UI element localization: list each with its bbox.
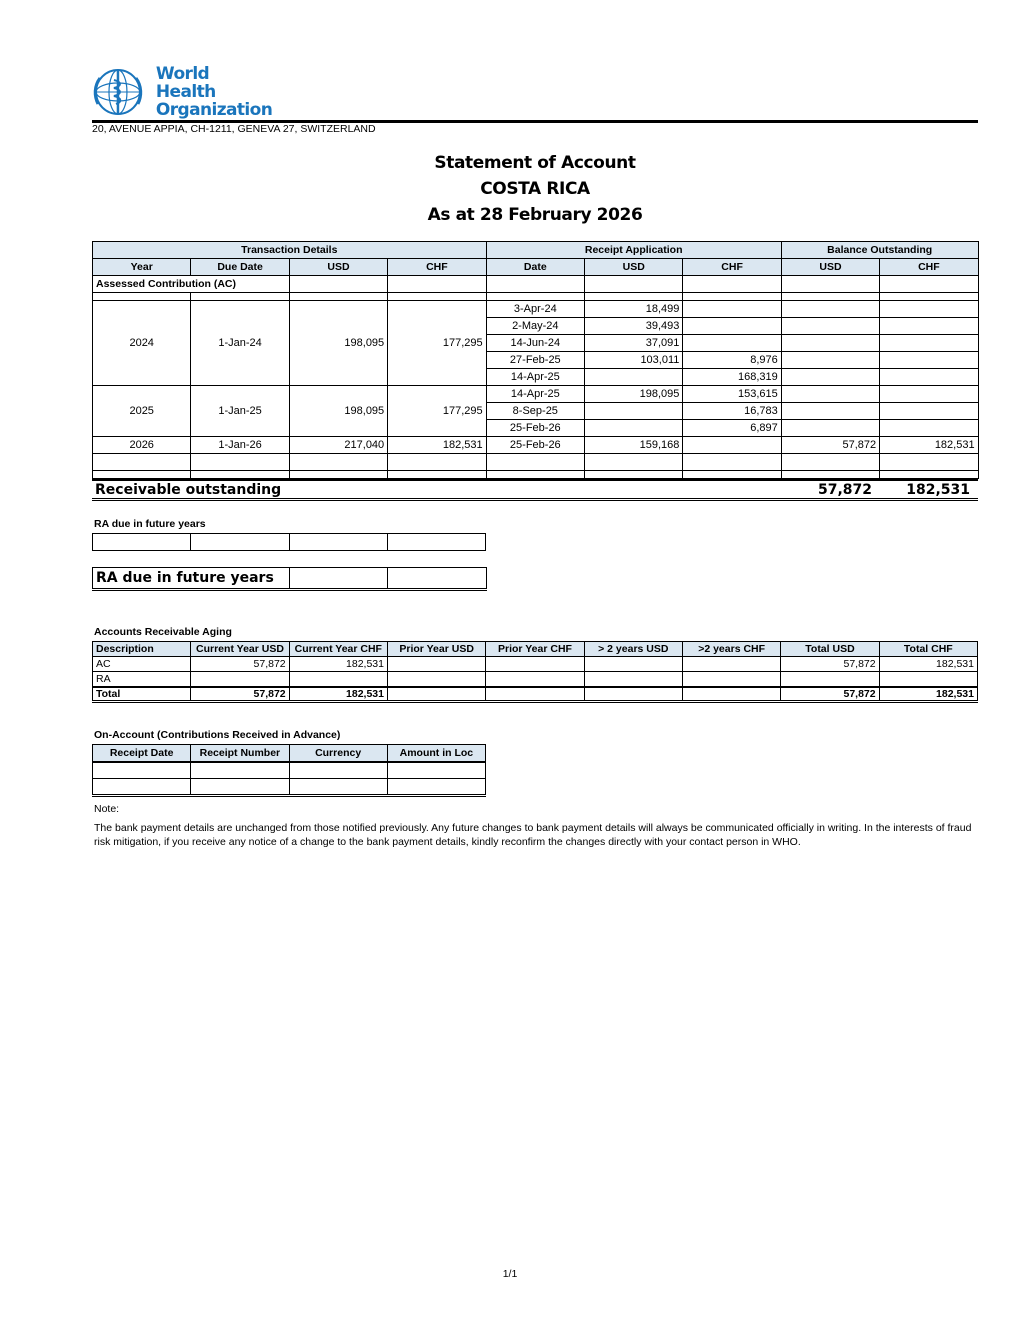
- aging-col-total-chf: Total CHF: [879, 642, 977, 657]
- aging-cell: 57,872: [191, 657, 289, 672]
- receipt-chf: 168,319: [683, 369, 781, 386]
- receivable-outstanding-row: [92, 479, 978, 501]
- receipt-chf: 8,976: [683, 352, 781, 369]
- aging-cell: 182,531: [879, 657, 977, 672]
- table-row: [93, 437, 979, 454]
- receipt-date: 25-Feb-26: [486, 437, 584, 454]
- entry-due-date: 1-Jan-25: [191, 386, 289, 437]
- receipt-chf: [683, 437, 781, 454]
- receivable-label: Receivable outstanding: [95, 481, 282, 498]
- aging-cell: 182,531: [289, 657, 387, 672]
- col-receipt-usd: USD: [585, 259, 683, 276]
- entry-chf: 182,531: [388, 437, 486, 454]
- col-trans-chf: CHF: [388, 259, 486, 276]
- balance-usd: 57,872: [781, 437, 879, 454]
- receipt-chf: 16,783: [683, 403, 781, 420]
- on-account-title: On-Account (Contributions Received in Advance): [94, 729, 341, 741]
- ra-table: [92, 533, 486, 551]
- statement-title: Statement of Account: [434, 153, 636, 173]
- group-header-balance: Balance Outstanding: [781, 242, 978, 259]
- col-balance-chf: CHF: [880, 259, 978, 276]
- entry-usd: 217,040: [289, 437, 387, 454]
- receipt-usd: 37,091: [585, 335, 683, 352]
- section-label: Assessed Contribution (AC): [93, 276, 290, 293]
- aging-col-description: Description: [93, 642, 191, 657]
- note-text: The bank payment details are unchanged from those notified previously. Any future changes to bank payment details will always be communicated officially in writing. In the interests of fraud risk mitigation, if you receive any notice of a change to the bank payment details, kindly reconfirm the changes directly with your contact person in WHO.: [94, 822, 972, 848]
- receipt-chf: [683, 318, 781, 335]
- entry-year: 2025: [93, 386, 191, 437]
- receipt-usd: 18,499: [585, 301, 683, 318]
- aging-total-row: [93, 687, 978, 702]
- receipt-usd: [585, 403, 683, 420]
- aging-cell: [584, 657, 682, 672]
- aging-total-cell: 182,531: [289, 687, 387, 702]
- receipt-usd: 103,011: [585, 352, 683, 369]
- table-row: [93, 301, 979, 318]
- entry-chf: 177,295: [388, 386, 486, 437]
- onacc-col-currency: Currency: [289, 745, 387, 762]
- entry-usd: 198,095: [289, 386, 387, 437]
- aging-col-cy-chf: Current Year CHF: [289, 642, 387, 657]
- on-account-table: [92, 744, 486, 797]
- aging-total-cell: 182,531: [879, 687, 977, 702]
- onacc-col-amount: Amount in Loc: [387, 745, 485, 762]
- table-row: [93, 672, 978, 687]
- aging-cell: RA: [93, 672, 191, 687]
- org-name: [156, 65, 274, 119]
- aging-total-label: Total: [93, 687, 191, 702]
- receivable-usd: 57,872: [817, 481, 872, 498]
- col-receipt-date: Date: [486, 259, 584, 276]
- transactions-table: [92, 241, 979, 479]
- ra-small-label: RA due in future years: [94, 518, 206, 530]
- receipt-usd: [585, 420, 683, 437]
- receipt-chf: [683, 335, 781, 352]
- receipt-date: 14-Jun-24: [486, 335, 584, 352]
- who-logo: [92, 66, 274, 118]
- aging-col-cy-usd: Current Year USD: [191, 642, 289, 657]
- aging-cell: 57,872: [781, 657, 879, 672]
- aging-table: [92, 641, 978, 703]
- aging-col-2y-usd: > 2 years USD: [584, 642, 682, 657]
- receipt-date: 14-Apr-25: [486, 386, 584, 403]
- receipt-date: 3-Apr-24: [486, 301, 584, 318]
- receipt-date: 27-Feb-25: [486, 352, 584, 369]
- col-balance-usd: USD: [781, 259, 879, 276]
- receipt-date: 2-May-24: [486, 318, 584, 335]
- col-receipt-chf: CHF: [683, 259, 781, 276]
- entry-year: 2026: [93, 437, 191, 454]
- who-emblem-icon: [92, 66, 156, 118]
- entry-due-date: 1-Jan-24: [191, 301, 289, 386]
- receipt-date: 25-Feb-26: [486, 420, 584, 437]
- note-label: Note:: [94, 803, 120, 815]
- receipt-usd: [585, 369, 683, 386]
- statement-date: As at 28 February 2026: [427, 205, 643, 225]
- receipt-date: 14-Apr-25: [486, 369, 584, 386]
- aging-total-cell: 57,872: [781, 687, 879, 702]
- aging-col-py-usd: Prior Year USD: [387, 642, 485, 657]
- group-header-transaction: Transaction Details: [93, 242, 487, 259]
- aging-total-cell: 57,872: [191, 687, 289, 702]
- org-address: 20, AVENUE APPIA, CH-1211, GENEVA 27, SWITZERLAND: [92, 123, 376, 135]
- aging-cell: [486, 657, 584, 672]
- aging-title: Accounts Receivable Aging: [94, 626, 232, 638]
- aging-col-py-chf: Prior Year CHF: [486, 642, 584, 657]
- receivable-chf: 182,531: [906, 481, 970, 498]
- aging-col-total-usd: Total USD: [781, 642, 879, 657]
- onacc-col-number: Receipt Number: [191, 745, 289, 762]
- receipt-chf: [683, 301, 781, 318]
- entry-chf: 177,295: [388, 301, 486, 386]
- aging-cell: [387, 657, 485, 672]
- aging-cell: AC: [93, 657, 191, 672]
- ra-total-table: [92, 567, 487, 591]
- receipt-chf: 6,897: [683, 420, 781, 437]
- aging-cell: [682, 657, 780, 672]
- col-year: Year: [93, 259, 191, 276]
- aging-col-2y-chf: >2 years CHF: [682, 642, 780, 657]
- receipt-date: 8-Sep-25: [486, 403, 584, 420]
- col-trans-usd: USD: [289, 259, 387, 276]
- table-row: [93, 657, 978, 672]
- entry-due-date: 1-Jan-26: [191, 437, 289, 454]
- col-due-date: Due Date: [191, 259, 289, 276]
- org-name-line1: World Health: [155, 64, 216, 102]
- page-number: 1/1: [502, 1268, 518, 1280]
- balance-chf: 182,531: [880, 437, 978, 454]
- receipt-usd: 39,493: [585, 318, 683, 335]
- onacc-col-date: Receipt Date: [93, 745, 191, 762]
- receipt-usd: 198,095: [585, 386, 683, 403]
- table-row: [93, 386, 979, 403]
- entry-usd: 198,095: [289, 301, 387, 386]
- country-name: COSTA RICA: [480, 179, 590, 199]
- entry-year: 2024: [93, 301, 191, 386]
- group-header-receipt: Receipt Application: [486, 242, 781, 259]
- org-name-line2: Organization: [155, 100, 273, 120]
- ra-big-label: RA due in future years: [93, 568, 290, 590]
- receipt-chf: 153,615: [683, 386, 781, 403]
- receipt-usd: 159,168: [585, 437, 683, 454]
